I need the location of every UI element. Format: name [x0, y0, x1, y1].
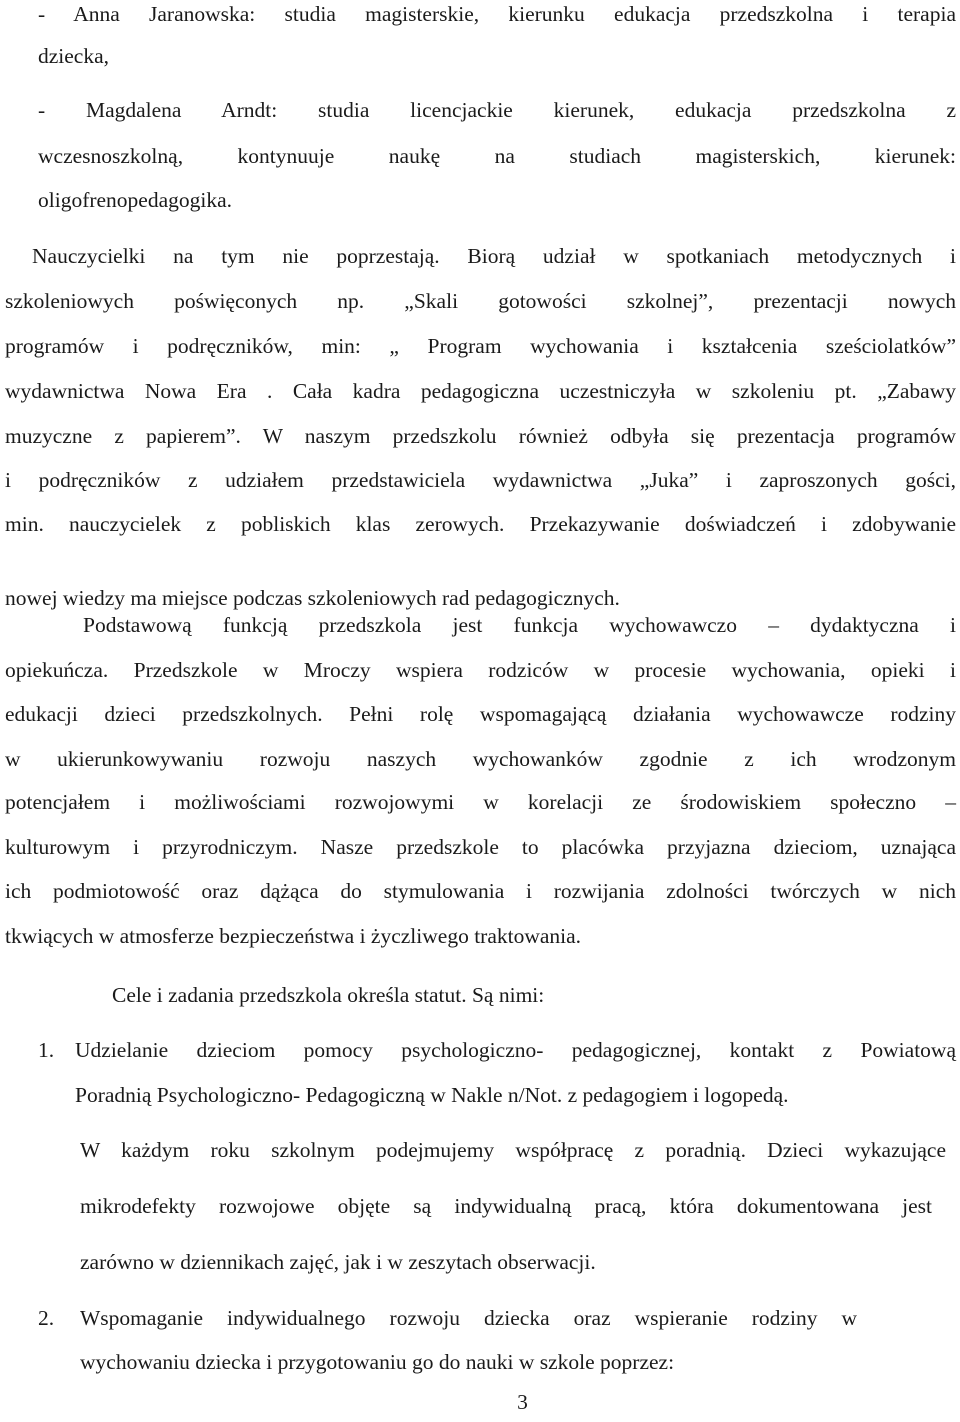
text-line: w ukierunkowywaniu rozwoju naszych wychowanków zgodnie z ich wrodzonym	[5, 747, 956, 771]
text-line: - Magdalena Arndt: studia licencjackie kierunek, edukacja przedszkolna z	[38, 98, 956, 122]
text-line: programów i podręczników, min: „ Program wychowania i kształcenia sześciolatków”	[5, 334, 956, 358]
list-item-line: Poradnią Psychologiczno- Pedagogiczną w Nakle n/Not. z pedagogiem i logopedą.	[75, 1083, 789, 1107]
list-item-line: wychowaniu dziecka i przygotowaniu go do nauki w szkole poprzez:	[80, 1350, 675, 1374]
text-line: ich podmiotowość oraz dążąca do stymulowania i rozwijania zdolności twórczych w nich	[5, 879, 956, 903]
text-line: Podstawową funkcją przedszkola jest funkcja wychowawczo – dydaktyczna i	[83, 613, 956, 637]
text-line: i podręczników z udziałem przedstawiciela wydawnictwa „Juka” i zaproszonych gości,	[5, 468, 956, 492]
text-line: opiekuńcza. Przedszkole w Mroczy wspiera rodziców w procesie wychowania, opieki i	[5, 658, 956, 682]
text-line: wydawnictwa Nowa Era . Cała kadra pedagogiczna uczestniczyła w szkoleniu pt. „Zabawy	[5, 379, 956, 403]
text-line: wczesnoszkolną, kontynuuje naukę na studiach magisterskich, kierunek:	[38, 144, 956, 168]
text-line: szkoleniowych poświęconych np. „Skali gotowości szkolnej”, prezentacji nowych	[5, 289, 956, 313]
text-line: Cele i zadania przedszkola określa statut. Są nimi:	[112, 983, 545, 1007]
text-line: oligofrenopedagogika.	[38, 188, 233, 212]
list-item-subline: W każdym roku szkolnym podejmujemy współpracę z poradnią. Dzieci wykazujące	[80, 1138, 946, 1162]
list-number: 1.	[38, 1038, 55, 1062]
text-line: muzyczne z papierem”. W naszym przedszkolu również odbyła się prezentacja programów	[5, 424, 956, 448]
list-item-line: Wspomaganie indywidualnego rozwoju dziecka oraz wspieranie rodziny w	[80, 1306, 857, 1330]
page-number: 3	[517, 1390, 528, 1414]
list-item-line: Udzielanie dzieciom pomocy psychologiczno- pedagogicznej, kontakt z Powiatową	[75, 1038, 956, 1062]
text-line: potencjałem i możliwościami rozwojowymi w korelacji ze środowiskiem społeczno –	[5, 790, 956, 814]
list-number: 2.	[38, 1306, 55, 1330]
text-line: dziecka,	[38, 44, 110, 68]
list-item-subline: zarówno w dziennikach zajęć, jak i w zeszytach obserwacji.	[80, 1250, 596, 1274]
text-line: edukacji dzieci przedszkolnych. Pełni rolę wspomagającą działania wychowawcze rodziny	[5, 702, 956, 726]
list-item-subline: mikrodefekty rozwojowe objęte są indywidualną pracą, która dokumentowana jest	[80, 1194, 932, 1218]
text-line: tkwiących w atmosferze bezpieczeństwa i życzliwego traktowania.	[5, 924, 582, 948]
text-line: kulturowym i przyrodniczym. Nasze przedszkole to placówka przyjazna dzieciom, uznająca	[5, 835, 956, 859]
text-line: min. nauczycielek z pobliskich klas zerowych. Przekazywanie doświadczeń i zdobywanie	[5, 512, 956, 536]
text-line: nowej wiedzy ma miejsce podczas szkoleniowych rad pedagogicznych.	[5, 586, 620, 610]
text-line: Nauczycielki na tym nie poprzestają. Biorą udział w spotkaniach metodycznych i	[32, 244, 956, 268]
text-line: - Anna Jaranowska: studia magisterskie, kierunku edukacja przedszkolna i terapia	[38, 2, 956, 26]
